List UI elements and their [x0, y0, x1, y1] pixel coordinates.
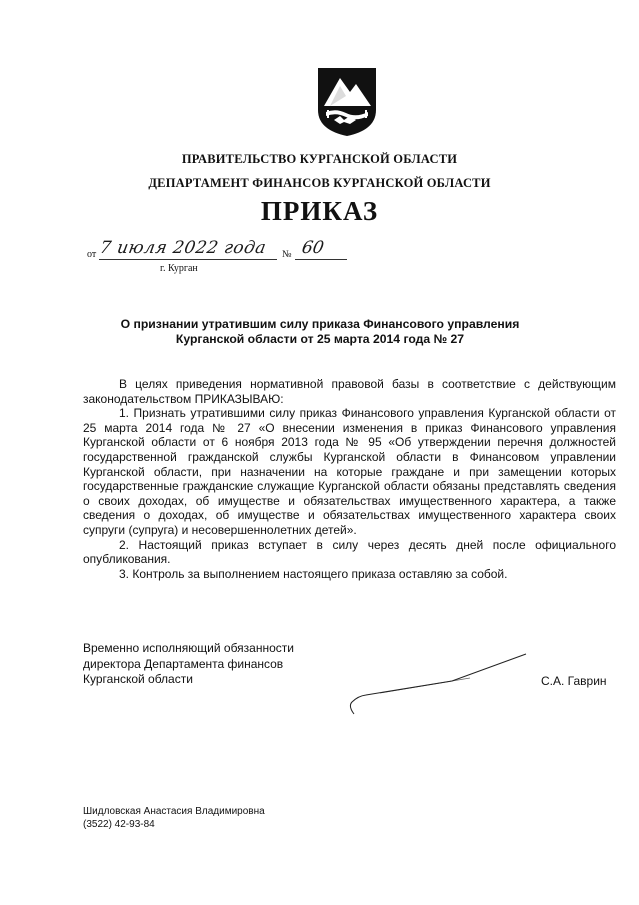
signer-position-line-2: директора Департамента финансов — [83, 656, 284, 671]
number-underline — [295, 259, 347, 260]
executor-name: Шидловская Анастасия Владимировна — [83, 806, 265, 817]
coat-of-arms-icon — [316, 66, 378, 138]
signer-position-line-3: Курганской области — [83, 672, 193, 686]
body-intro: В целях приведения нормативной правовой базы в соответствие с действующим законодательством ПРИКАЗЫВАЮ: — [83, 377, 616, 406]
handwritten-signature — [340, 648, 530, 718]
body-item-1: 1. Признать утратившими силу приказ Финансового управления Курганской области от 25 марта 2014 года № 27 «О внесении изменения в приказ Финансового управления Курганской области от 6 ноября 2013 года № 95 «Об утверждении перечня должностей государственной гражданской службы Курганской области в Финансовом управлении Курганской области, при назначении на которые граждане и при замещении которых государственные гражданские служащие Курганской области обязаны представлять сведения о своих доходах, об имуществе и обязательствах имущественного характера, а также сведения о доходах, об имуществе и обязательствах имущественного характера своих супруги (супруга) и несовершеннолетних детей». — [83, 406, 616, 537]
executor-phone: (3522) 42-93-84 — [83, 819, 155, 830]
title-line-1: О признании утратившим силу приказа Финансового управления — [120, 317, 520, 331]
org-name-department: ДЕПАРТАМЕНТ ФИНАНСОВ КУРГАНСКОЙ ОБЛАСТИ — [148, 176, 491, 190]
date-underline — [99, 259, 277, 260]
handwritten-number: 60 — [300, 238, 326, 258]
document-body — [83, 377, 616, 581]
org-name-government: ПРАВИТЕЛЬСТВО КУРГАНСКОЙ ОБЛАСТИ — [181, 152, 458, 166]
body-item-3: 3. Контроль за выполнением настоящего приказа оставляю за собой. — [119, 566, 508, 581]
number-prefix: № — [282, 249, 292, 260]
document-type: ПРИКАЗ — [260, 196, 379, 226]
document-title — [100, 317, 540, 347]
date-number-line — [87, 240, 357, 262]
city: г. Курган — [160, 263, 198, 274]
handwritten-date: 7 июля 2022 года — [98, 238, 268, 258]
signer-position — [83, 641, 294, 688]
date-prefix: от — [87, 249, 97, 260]
signer-position-line-1: Временно исполняющий обязанности — [83, 641, 294, 655]
title-line-2: Курганской области от 25 марта 2014 года № 27 — [175, 332, 465, 346]
executor-info — [83, 805, 265, 831]
body-item-2: 2. Настоящий приказ вступает в силу через десять дней после официального опубликования. — [83, 537, 616, 567]
signer-name: С.А. Гаврин — [541, 674, 607, 688]
